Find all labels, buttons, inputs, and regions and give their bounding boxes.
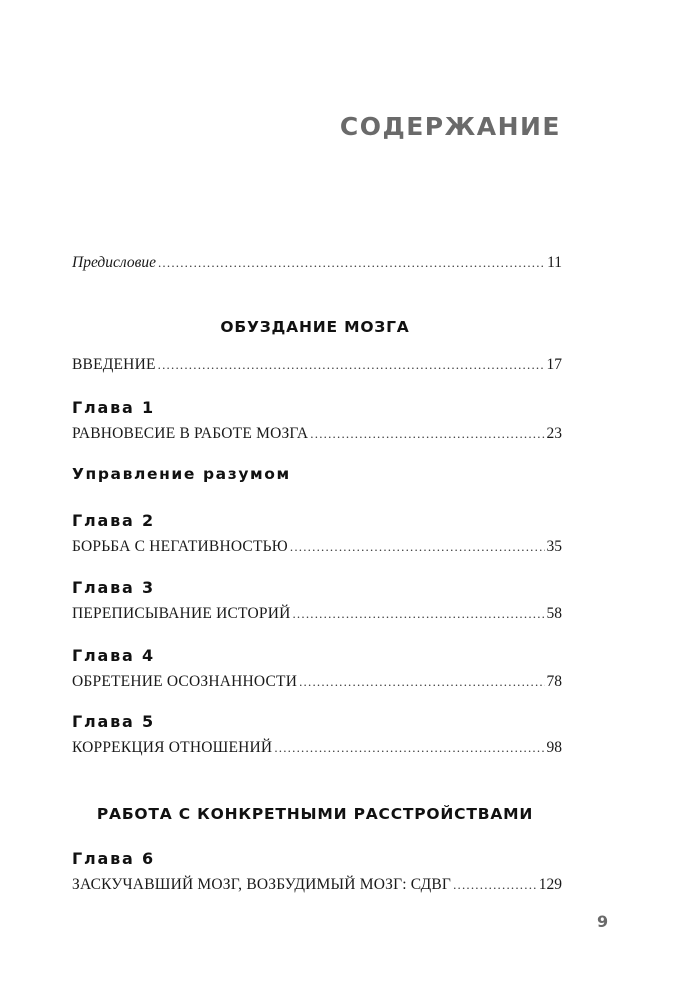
part-title-1: ОБУЗДАНИЕ МОЗГА bbox=[220, 318, 410, 336]
toc-entry-page: 58 bbox=[546, 605, 562, 622]
toc-entry-page: 35 bbox=[546, 538, 562, 555]
chapter-heading-1: Глава 1 bbox=[72, 398, 155, 417]
toc-entry-label: Предисловие bbox=[72, 254, 156, 271]
page-number: 9 bbox=[597, 912, 609, 931]
dot-leader bbox=[158, 253, 545, 273]
chapter-heading-3: Глава 3 bbox=[72, 578, 155, 597]
toc-entry-label: ВВЕДЕНИЕ bbox=[72, 356, 156, 373]
toc-entry-preface[interactable] bbox=[72, 253, 562, 273]
toc-entry-chapter-4[interactable] bbox=[72, 672, 562, 692]
toc-entry-chapter-5[interactable] bbox=[72, 738, 562, 758]
toc-entry-page: 23 bbox=[546, 425, 562, 442]
toc-entry-page: 98 bbox=[546, 739, 562, 756]
toc-entry-chapter-1[interactable] bbox=[72, 424, 562, 444]
page-title: СОДЕРЖАНИЕ bbox=[339, 112, 561, 141]
dot-leader bbox=[299, 672, 544, 692]
chapter-heading-5: Глава 5 bbox=[72, 712, 155, 731]
toc-entry-page: 78 bbox=[546, 673, 562, 690]
toc-entry-label: КОРРЕКЦИЯ ОТНОШЕНИЙ bbox=[72, 739, 273, 756]
chapter-heading-2: Глава 2 bbox=[72, 511, 155, 530]
part-title-2: РАБОТА С КОНКРЕТНЫМИ РАССТРОЙСТВАМИ bbox=[96, 805, 534, 823]
toc-entry-label: ОБРЕТЕНИЕ ОСОЗНАННОСТИ bbox=[72, 673, 298, 690]
dot-leader bbox=[453, 875, 537, 895]
toc-entry-chapter-3[interactable] bbox=[72, 604, 562, 624]
toc-entry-page: 129 bbox=[538, 876, 562, 893]
toc-entry-label: РАВНОВЕСИЕ В РАБОТЕ МОЗГА bbox=[72, 425, 309, 442]
dot-leader bbox=[274, 738, 544, 758]
toc-entry-label: БОРЬБА С НЕГАТИВНОСТЬЮ bbox=[72, 538, 288, 555]
dot-leader bbox=[158, 355, 545, 375]
dot-leader bbox=[292, 604, 544, 624]
toc-entry-intro[interactable] bbox=[72, 355, 562, 375]
chapter-heading-4: Глава 4 bbox=[72, 646, 155, 665]
toc-entry-page: 17 bbox=[546, 356, 562, 373]
toc-entry-label: ЗАСКУЧАВШИЙ МОЗГ, ВОЗБУДИМЫЙ МОЗГ: СДВГ bbox=[72, 876, 452, 893]
toc-entry-page: 11 bbox=[547, 254, 562, 271]
section-heading: Управление разумом bbox=[72, 465, 291, 483]
dot-leader bbox=[290, 537, 545, 557]
chapter-heading-6: Глава 6 bbox=[72, 849, 155, 868]
toc-entry-chapter-6[interactable] bbox=[72, 875, 562, 895]
toc-entry-label: ПЕРЕПИСЫВАНИЕ ИСТОРИЙ bbox=[72, 605, 291, 622]
toc-entry-chapter-2[interactable] bbox=[72, 537, 562, 557]
dot-leader bbox=[310, 424, 544, 444]
